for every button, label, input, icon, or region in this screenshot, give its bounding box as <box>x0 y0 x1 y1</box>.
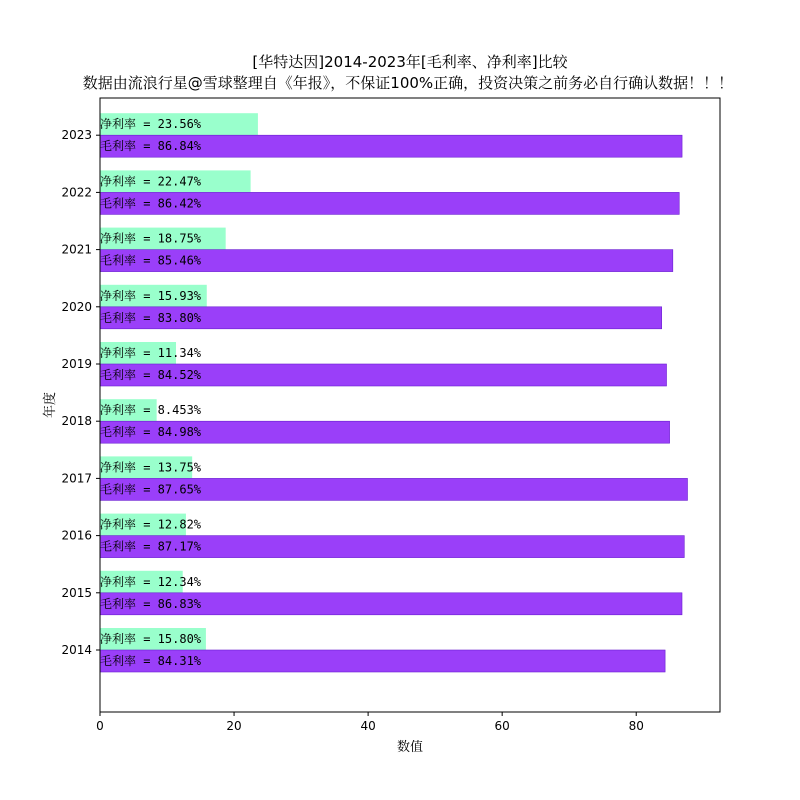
bar-label-net-margin: 净利率 = 18.75% <box>100 231 202 246</box>
bar-label-gross-margin: 毛利率 = 84.31% <box>100 654 202 668</box>
bar-labels-group <box>100 116 202 668</box>
y-tick-label: 2018 <box>61 414 92 429</box>
y-tick-label: 2014 <box>61 643 92 657</box>
x-tick-label: 0 <box>96 719 104 733</box>
x-tick-label: 60 <box>494 719 510 733</box>
bar-label-net-margin: 净利率 = 12.34% <box>100 574 202 589</box>
bar-label-gross-margin: 毛利率 = 85.46% <box>100 253 202 268</box>
x-axis-label: 数值 <box>396 740 424 755</box>
x-tick-label: 20 <box>226 719 242 733</box>
bar-label-net-margin: 净利率 = 15.80% <box>100 632 202 646</box>
bar-label-gross-margin: 毛利率 = 86.42% <box>100 196 202 211</box>
y-tick-label: 2016 <box>61 528 92 543</box>
bar-label-gross-margin: 毛利率 = 84.98% <box>100 425 202 440</box>
bar-label-gross-margin: 毛利率 = 86.84% <box>100 139 202 154</box>
bar-label-net-margin: 净利率 = 22.47% <box>100 174 202 189</box>
y-tick-label: 2020 <box>61 299 92 314</box>
y-tick-label: 2019 <box>61 357 92 371</box>
x-ticks-group <box>96 712 644 733</box>
bar-label-net-margin: 净利率 = 11.34% <box>100 346 202 360</box>
bar-label-gross-margin: 毛利率 = 84.52% <box>100 368 202 382</box>
x-tick-label: 40 <box>360 719 376 733</box>
bar-label-gross-margin: 毛利率 = 83.80% <box>100 310 202 325</box>
chart-subtitle: 数据由流浪行星@雪球整理自《年报》，不保证100%正确，投资决策之前务必自行确认数据！！！ <box>82 74 734 92</box>
bar-label-gross-margin: 毛利率 = 87.65% <box>100 482 202 497</box>
bar-label-net-margin: 净利率 = 13.75% <box>100 460 202 475</box>
bar-label-net-margin: 净利率 = 23.56% <box>100 117 202 132</box>
chart-title: [华特达因]2014-2023年[毛利率、净利率]比较 <box>252 53 568 71</box>
y-tick-label: 2023 <box>61 128 92 143</box>
y-tick-label: 2015 <box>61 585 92 600</box>
y-tick-label: 2022 <box>61 185 92 200</box>
x-tick-label: 80 <box>628 719 644 733</box>
y-ticks-group <box>61 128 100 657</box>
y-axis-label: 年度 <box>43 391 58 419</box>
y-tick-label: 2021 <box>61 242 92 257</box>
bar-label-net-margin: 净利率 = 8.453% <box>100 403 202 418</box>
bar-label-net-margin: 净利率 = 12.82% <box>100 517 202 532</box>
bar-label-gross-margin: 毛利率 = 87.17% <box>100 539 202 554</box>
bar-label-gross-margin: 毛利率 = 86.83% <box>100 596 202 611</box>
y-tick-label: 2017 <box>61 471 92 486</box>
bar-label-net-margin: 净利率 = 15.93% <box>100 288 202 303</box>
